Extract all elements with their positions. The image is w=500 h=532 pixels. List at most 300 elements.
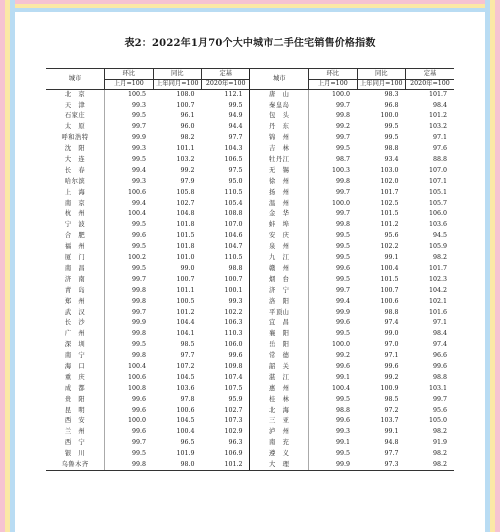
index-base: 99.7 <box>432 395 447 403</box>
header-mom-right: 环比 <box>309 69 357 80</box>
table-row <box>46 383 454 394</box>
index-base: 109.8 <box>224 362 243 370</box>
city-name: 锦 州 <box>250 133 309 144</box>
index-base: 99.3 <box>228 297 243 305</box>
index-base: 106.9 <box>224 450 243 458</box>
index-yoy: 100.7 <box>176 101 195 109</box>
header-mom-sub: 上月=100 <box>105 79 153 89</box>
index-base: 98.2 <box>432 450 447 458</box>
city-name: 南 宁 <box>64 352 86 360</box>
index-yoy: 100.6 <box>380 297 399 305</box>
index-mom: 100.0 <box>309 198 357 209</box>
city-name: 吉 林 <box>250 144 309 155</box>
index-base: 108.8 <box>224 210 243 218</box>
index-base: 102.2 <box>224 308 243 316</box>
city-name: 上 海 <box>64 188 86 196</box>
index-base: 106.0 <box>224 341 243 349</box>
index-yoy: 101.2 <box>176 308 195 316</box>
index-yoy: 98.3 <box>384 90 399 98</box>
header-yoy-sub: 上年同月=100 <box>153 79 201 89</box>
index-yoy: 99.0 <box>180 264 195 272</box>
index-yoy: 103.6 <box>176 384 195 392</box>
table-row <box>46 427 454 438</box>
index-yoy: 96.0 <box>180 123 195 131</box>
city-name: 西 安 <box>64 417 86 425</box>
index-base: 97.1 <box>432 319 447 327</box>
city-name: 赣 州 <box>250 264 309 275</box>
city-name: 安 庆 <box>250 231 309 242</box>
index-base: 95.6 <box>432 406 447 414</box>
index-yoy: 101.1 <box>176 145 195 153</box>
index-mom: 99.5 <box>105 449 153 460</box>
index-base: 99.6 <box>432 362 447 370</box>
index-mom: 100.2 <box>105 253 153 264</box>
index-yoy: 101.7 <box>380 188 399 196</box>
index-mom: 98.8 <box>309 405 357 416</box>
table-row <box>46 307 454 318</box>
index-mom: 99.5 <box>309 144 357 155</box>
index-mom: 100.3 <box>309 166 357 177</box>
index-base: 101.2 <box>428 112 447 120</box>
index-mom: 99.7 <box>309 209 357 220</box>
table-row <box>46 405 454 416</box>
city-name: 济 南 <box>64 275 86 283</box>
index-base: 105.1 <box>428 188 447 196</box>
index-mom: 100.0 <box>309 340 357 351</box>
table-row <box>46 242 454 253</box>
index-mom: 99.7 <box>309 100 357 111</box>
city-name: 蚌 埠 <box>250 220 309 231</box>
index-yoy: 101.0 <box>176 254 195 262</box>
city-name: 杭 州 <box>64 210 86 218</box>
index-base: 105.7 <box>428 199 447 207</box>
header-yoy-right: 同比 <box>357 69 405 80</box>
city-name: 合 肥 <box>64 232 86 240</box>
index-yoy: 100.0 <box>380 112 399 120</box>
index-base: 98.8 <box>228 264 243 272</box>
city-name: 长 春 <box>64 166 86 174</box>
index-mom: 99.3 <box>105 144 153 155</box>
city-name: 济 宁 <box>250 285 309 296</box>
city-name: 南 充 <box>250 438 309 449</box>
index-mom: 99.6 <box>309 318 357 329</box>
index-base: 99.6 <box>228 352 243 360</box>
header-city-right: 城市 <box>250 69 309 90</box>
index-mom: 99.2 <box>309 351 357 362</box>
index-yoy: 100.4 <box>380 264 399 272</box>
index-yoy: 100.5 <box>176 297 195 305</box>
table-row <box>46 275 454 286</box>
header-mom: 环比 <box>105 69 153 80</box>
index-base: 104.3 <box>224 145 243 153</box>
table-row <box>46 460 454 471</box>
index-mom: 100.4 <box>105 209 153 220</box>
index-yoy: 97.0 <box>384 341 399 349</box>
index-yoy: 99.6 <box>384 362 399 370</box>
index-mom: 99.4 <box>105 198 153 209</box>
table-header <box>46 69 454 90</box>
table-row <box>46 351 454 362</box>
index-base: 107.5 <box>224 384 243 392</box>
city-name: 扬 州 <box>250 187 309 198</box>
city-name: 长 沙 <box>64 319 86 327</box>
city-name: 桂 林 <box>250 394 309 405</box>
index-base: 104.6 <box>224 232 243 240</box>
index-base: 95.0 <box>228 177 243 185</box>
index-yoy: 97.7 <box>384 450 399 458</box>
city-name: 贵 阳 <box>64 395 86 403</box>
index-mom: 99.9 <box>105 318 153 329</box>
index-mom: 99.6 <box>309 362 357 373</box>
city-name: 海 口 <box>64 362 86 370</box>
index-yoy: 107.2 <box>176 362 195 370</box>
index-base: 97.7 <box>228 134 243 142</box>
city-name: 岳 阳 <box>250 340 309 351</box>
index-mom: 99.8 <box>309 220 357 231</box>
index-base: 94.5 <box>432 232 447 240</box>
city-name: 烟 台 <box>250 275 309 286</box>
index-yoy: 98.0 <box>153 460 201 471</box>
index-base: 105.9 <box>428 243 447 251</box>
city-name: 牡丹江 <box>250 155 309 166</box>
table-row <box>46 198 454 209</box>
index-base: 98.2 <box>405 460 454 471</box>
table-row <box>46 296 454 307</box>
index-mom: 99.8 <box>105 460 153 471</box>
index-yoy: 105.8 <box>176 188 195 196</box>
index-mom: 99.7 <box>105 307 153 318</box>
index-base: 88.8 <box>432 156 447 164</box>
city-name: 徐 州 <box>250 177 309 188</box>
index-base: 100.7 <box>224 275 243 283</box>
index-mom: 99.9 <box>309 307 357 318</box>
city-name: 泸 州 <box>250 427 309 438</box>
index-yoy: 101.5 <box>380 210 399 218</box>
index-base: 91.9 <box>432 439 447 447</box>
index-base: 103.6 <box>428 221 447 229</box>
index-mom: 99.3 <box>105 100 153 111</box>
index-base: 105.4 <box>224 199 243 207</box>
table-row <box>46 362 454 373</box>
index-base: 101.7 <box>428 264 447 272</box>
index-base: 101.7 <box>428 90 447 98</box>
index-mom: 100.0 <box>105 416 153 427</box>
index-base: 106.3 <box>224 319 243 327</box>
index-yoy: 100.7 <box>176 275 195 283</box>
table-row <box>46 166 454 177</box>
index-mom: 99.1 <box>309 438 357 449</box>
index-mom: 99.5 <box>309 449 357 460</box>
index-mom: 99.6 <box>309 264 357 275</box>
city-name: 北 海 <box>250 405 309 416</box>
city-name: 宜 昌 <box>250 318 309 329</box>
index-yoy: 100.7 <box>380 286 399 294</box>
index-yoy: 101.8 <box>176 221 195 229</box>
city-name: 泉 州 <box>250 242 309 253</box>
index-yoy: 97.1 <box>384 352 399 360</box>
city-name: 韶 关 <box>250 362 309 373</box>
index-yoy: 101.8 <box>176 243 195 251</box>
index-base: 99.5 <box>228 101 243 109</box>
right-edge-pink <box>495 0 500 532</box>
index-yoy: 104.8 <box>176 210 195 218</box>
city-name: 宁 波 <box>64 221 86 229</box>
index-mom: 98.7 <box>309 155 357 166</box>
city-name: 丹 东 <box>250 122 309 133</box>
index-mom: 99.4 <box>309 296 357 307</box>
index-yoy: 99.0 <box>384 330 399 338</box>
index-yoy: 96.5 <box>180 439 195 447</box>
table-row <box>46 373 454 384</box>
index-yoy: 101.1 <box>176 286 195 294</box>
index-mom: 99.6 <box>105 231 153 242</box>
index-base: 106.0 <box>428 210 447 218</box>
table-row <box>46 133 454 144</box>
index-mom: 99.5 <box>105 111 153 122</box>
header-yoy: 同比 <box>153 69 201 80</box>
index-yoy: 94.8 <box>384 439 399 447</box>
index-base: 98.4 <box>432 101 447 109</box>
index-yoy: 100.9 <box>380 384 399 392</box>
city-name: 重 庆 <box>64 373 86 381</box>
table-row <box>46 231 454 242</box>
index-base: 94.4 <box>228 123 243 131</box>
index-base: 96.6 <box>432 352 447 360</box>
table-row <box>46 177 454 188</box>
table-body <box>46 89 454 470</box>
index-base: 107.4 <box>224 373 243 381</box>
index-yoy: 99.5 <box>384 123 399 131</box>
index-mom: 99.7 <box>309 133 357 144</box>
index-base: 97.5 <box>228 166 243 174</box>
city-name: 兰 州 <box>64 428 86 436</box>
index-yoy: 101.5 <box>380 275 399 283</box>
city-name: 乌鲁木齐 <box>46 460 105 471</box>
index-mom: 99.6 <box>105 405 153 416</box>
city-name: 昆 明 <box>64 406 86 414</box>
index-yoy: 104.5 <box>176 373 195 381</box>
index-mom: 99.6 <box>309 416 357 427</box>
index-mom: 99.3 <box>309 427 357 438</box>
table-row <box>46 111 454 122</box>
index-base: 103.2 <box>428 123 447 131</box>
index-base: 107.0 <box>224 221 243 229</box>
city-name: 襄 阳 <box>250 329 309 340</box>
index-yoy: 101.2 <box>380 221 399 229</box>
index-mom: 100.5 <box>105 89 153 100</box>
city-name: 西 宁 <box>64 439 86 447</box>
index-base: 96.3 <box>228 439 243 447</box>
index-yoy: 99.5 <box>384 134 399 142</box>
index-mom: 99.7 <box>105 275 153 286</box>
city-name: 郑 州 <box>64 297 86 305</box>
table-title: 表2：2022年1月70个大中城市二手住宅销售价格指数 <box>124 38 376 49</box>
index-mom: 100.4 <box>105 362 153 373</box>
index-mom: 99.7 <box>105 438 153 449</box>
index-mom: 99.5 <box>309 231 357 242</box>
index-yoy: 99.1 <box>384 254 399 262</box>
city-name: 湛 江 <box>250 373 309 384</box>
city-name: 温 州 <box>250 198 309 209</box>
city-name: 南 京 <box>64 199 86 207</box>
city-name: 成 都 <box>64 384 86 392</box>
index-base: 98.8 <box>432 373 447 381</box>
city-name: 南 昌 <box>64 264 86 272</box>
table-row <box>46 416 454 427</box>
index-mom: 99.7 <box>309 285 357 296</box>
index-yoy: 102.0 <box>380 177 399 185</box>
index-yoy: 103.7 <box>380 417 399 425</box>
index-base: 103.1 <box>428 384 447 392</box>
city-name: 深 圳 <box>64 341 86 349</box>
index-mom: 100.6 <box>105 373 153 384</box>
index-yoy: 104.4 <box>176 319 195 327</box>
index-mom: 99.5 <box>309 275 357 286</box>
city-name: 沈 阳 <box>64 145 86 153</box>
index-mom: 100.4 <box>309 383 357 394</box>
city-name: 洛 阳 <box>250 296 309 307</box>
index-base: 101.2 <box>202 460 250 471</box>
index-mom: 99.8 <box>105 329 153 340</box>
city-name: 银 川 <box>64 450 86 458</box>
city-name: 福 州 <box>64 243 86 251</box>
index-base: 97.4 <box>432 341 447 349</box>
city-name: 太 原 <box>64 123 86 131</box>
index-yoy: 104.5 <box>176 417 195 425</box>
header-base: 定基 <box>202 69 250 80</box>
index-base: 97.6 <box>432 145 447 153</box>
index-base: 112.1 <box>224 90 243 98</box>
city-name: 唐 山 <box>250 89 309 100</box>
header-yoy-sub-right: 上年同月=100 <box>357 79 405 89</box>
index-yoy: 103.2 <box>176 156 195 164</box>
city-name: 无 锡 <box>250 166 309 177</box>
header-base-right: 定基 <box>405 69 454 80</box>
index-mom: 99.5 <box>105 155 153 166</box>
index-yoy: 104.1 <box>176 330 195 338</box>
index-mom: 99.7 <box>105 122 153 133</box>
table-row <box>46 144 454 155</box>
index-yoy: 101.9 <box>176 450 195 458</box>
index-mom: 99.5 <box>309 394 357 405</box>
index-mom: 99.5 <box>105 242 153 253</box>
index-yoy: 97.8 <box>180 395 195 403</box>
index-base: 100.1 <box>224 286 243 294</box>
header-base-sub: 2020年=100 <box>202 79 250 89</box>
city-name: 金 华 <box>250 209 309 220</box>
index-base: 94.9 <box>228 112 243 120</box>
index-yoy: 103.0 <box>380 166 399 174</box>
table-row <box>46 155 454 166</box>
index-base: 107.0 <box>428 166 447 174</box>
index-mom: 99.5 <box>309 329 357 340</box>
index-yoy: 99.1 <box>384 428 399 436</box>
index-base: 110.5 <box>224 188 243 196</box>
index-mom: 99.3 <box>105 177 153 188</box>
city-name: 石家庄 <box>64 112 86 120</box>
left-edge-blue <box>10 0 15 532</box>
index-mom: 99.7 <box>309 187 357 198</box>
city-name: 常 德 <box>250 351 309 362</box>
index-mom: 99.8 <box>309 111 357 122</box>
index-yoy: 101.5 <box>176 232 195 240</box>
city-name: 包 头 <box>250 111 309 122</box>
header-city: 城市 <box>46 69 105 90</box>
index-base: 106.5 <box>224 156 243 164</box>
index-mom: 99.8 <box>105 351 153 362</box>
index-mom: 99.8 <box>105 285 153 296</box>
index-yoy: 100.6 <box>176 406 195 414</box>
city-name: 大 理 <box>250 460 309 471</box>
index-base: 102.7 <box>224 406 243 414</box>
index-mom: 99.1 <box>309 373 357 384</box>
index-base: 101.6 <box>428 308 447 316</box>
index-base: 107.1 <box>428 177 447 185</box>
index-yoy: 98.5 <box>384 395 399 403</box>
table-row <box>46 264 454 275</box>
index-yoy: 93.4 <box>384 156 399 164</box>
price-index-table <box>46 68 454 471</box>
index-mom: 99.5 <box>105 264 153 275</box>
index-base: 98.2 <box>432 254 447 262</box>
city-name: 北 京 <box>64 90 86 98</box>
index-base: 105.0 <box>428 417 447 425</box>
index-mom: 100.8 <box>105 383 153 394</box>
index-base: 102.3 <box>428 275 447 283</box>
index-yoy: 102.2 <box>380 243 399 251</box>
city-name: 青 岛 <box>64 286 86 294</box>
index-yoy: 97.3 <box>357 460 405 471</box>
header-mom-sub-right: 上月=100 <box>309 79 357 89</box>
table-row <box>46 449 454 460</box>
index-mom: 99.5 <box>309 242 357 253</box>
index-base: 95.9 <box>228 395 243 403</box>
city-name: 三 亚 <box>250 416 309 427</box>
table-row <box>46 318 454 329</box>
index-mom: 99.9 <box>309 460 357 471</box>
index-yoy: 95.6 <box>384 232 399 240</box>
table-row <box>46 329 454 340</box>
index-yoy: 108.0 <box>176 90 195 98</box>
index-yoy: 96.1 <box>180 112 195 120</box>
index-mom: 100.0 <box>309 89 357 100</box>
city-name: 大 连 <box>64 156 86 164</box>
city-name: 秦皇岛 <box>250 100 309 111</box>
city-name: 武 汉 <box>64 308 86 316</box>
table-row <box>46 209 454 220</box>
index-yoy: 98.8 <box>384 308 399 316</box>
city-name: 呼和浩特 <box>61 134 89 142</box>
table-row <box>46 89 454 100</box>
document-page <box>46 28 454 528</box>
index-mom: 99.2 <box>309 122 357 133</box>
index-base: 107.3 <box>224 417 243 425</box>
top-stripe-blue <box>0 8 500 12</box>
index-yoy: 98.8 <box>384 145 399 153</box>
index-yoy: 99.2 <box>384 373 399 381</box>
index-mom: 100.6 <box>105 187 153 198</box>
index-base: 110.5 <box>224 254 243 262</box>
city-name: 厦 门 <box>64 254 86 262</box>
table-row <box>46 394 454 405</box>
city-name: 天 津 <box>64 101 86 109</box>
index-mom: 99.4 <box>105 166 153 177</box>
index-yoy: 100.4 <box>176 428 195 436</box>
index-base: 104.7 <box>224 243 243 251</box>
index-mom: 99.5 <box>309 253 357 264</box>
city-name: 广 州 <box>64 330 86 338</box>
index-mom: 99.8 <box>309 177 357 188</box>
